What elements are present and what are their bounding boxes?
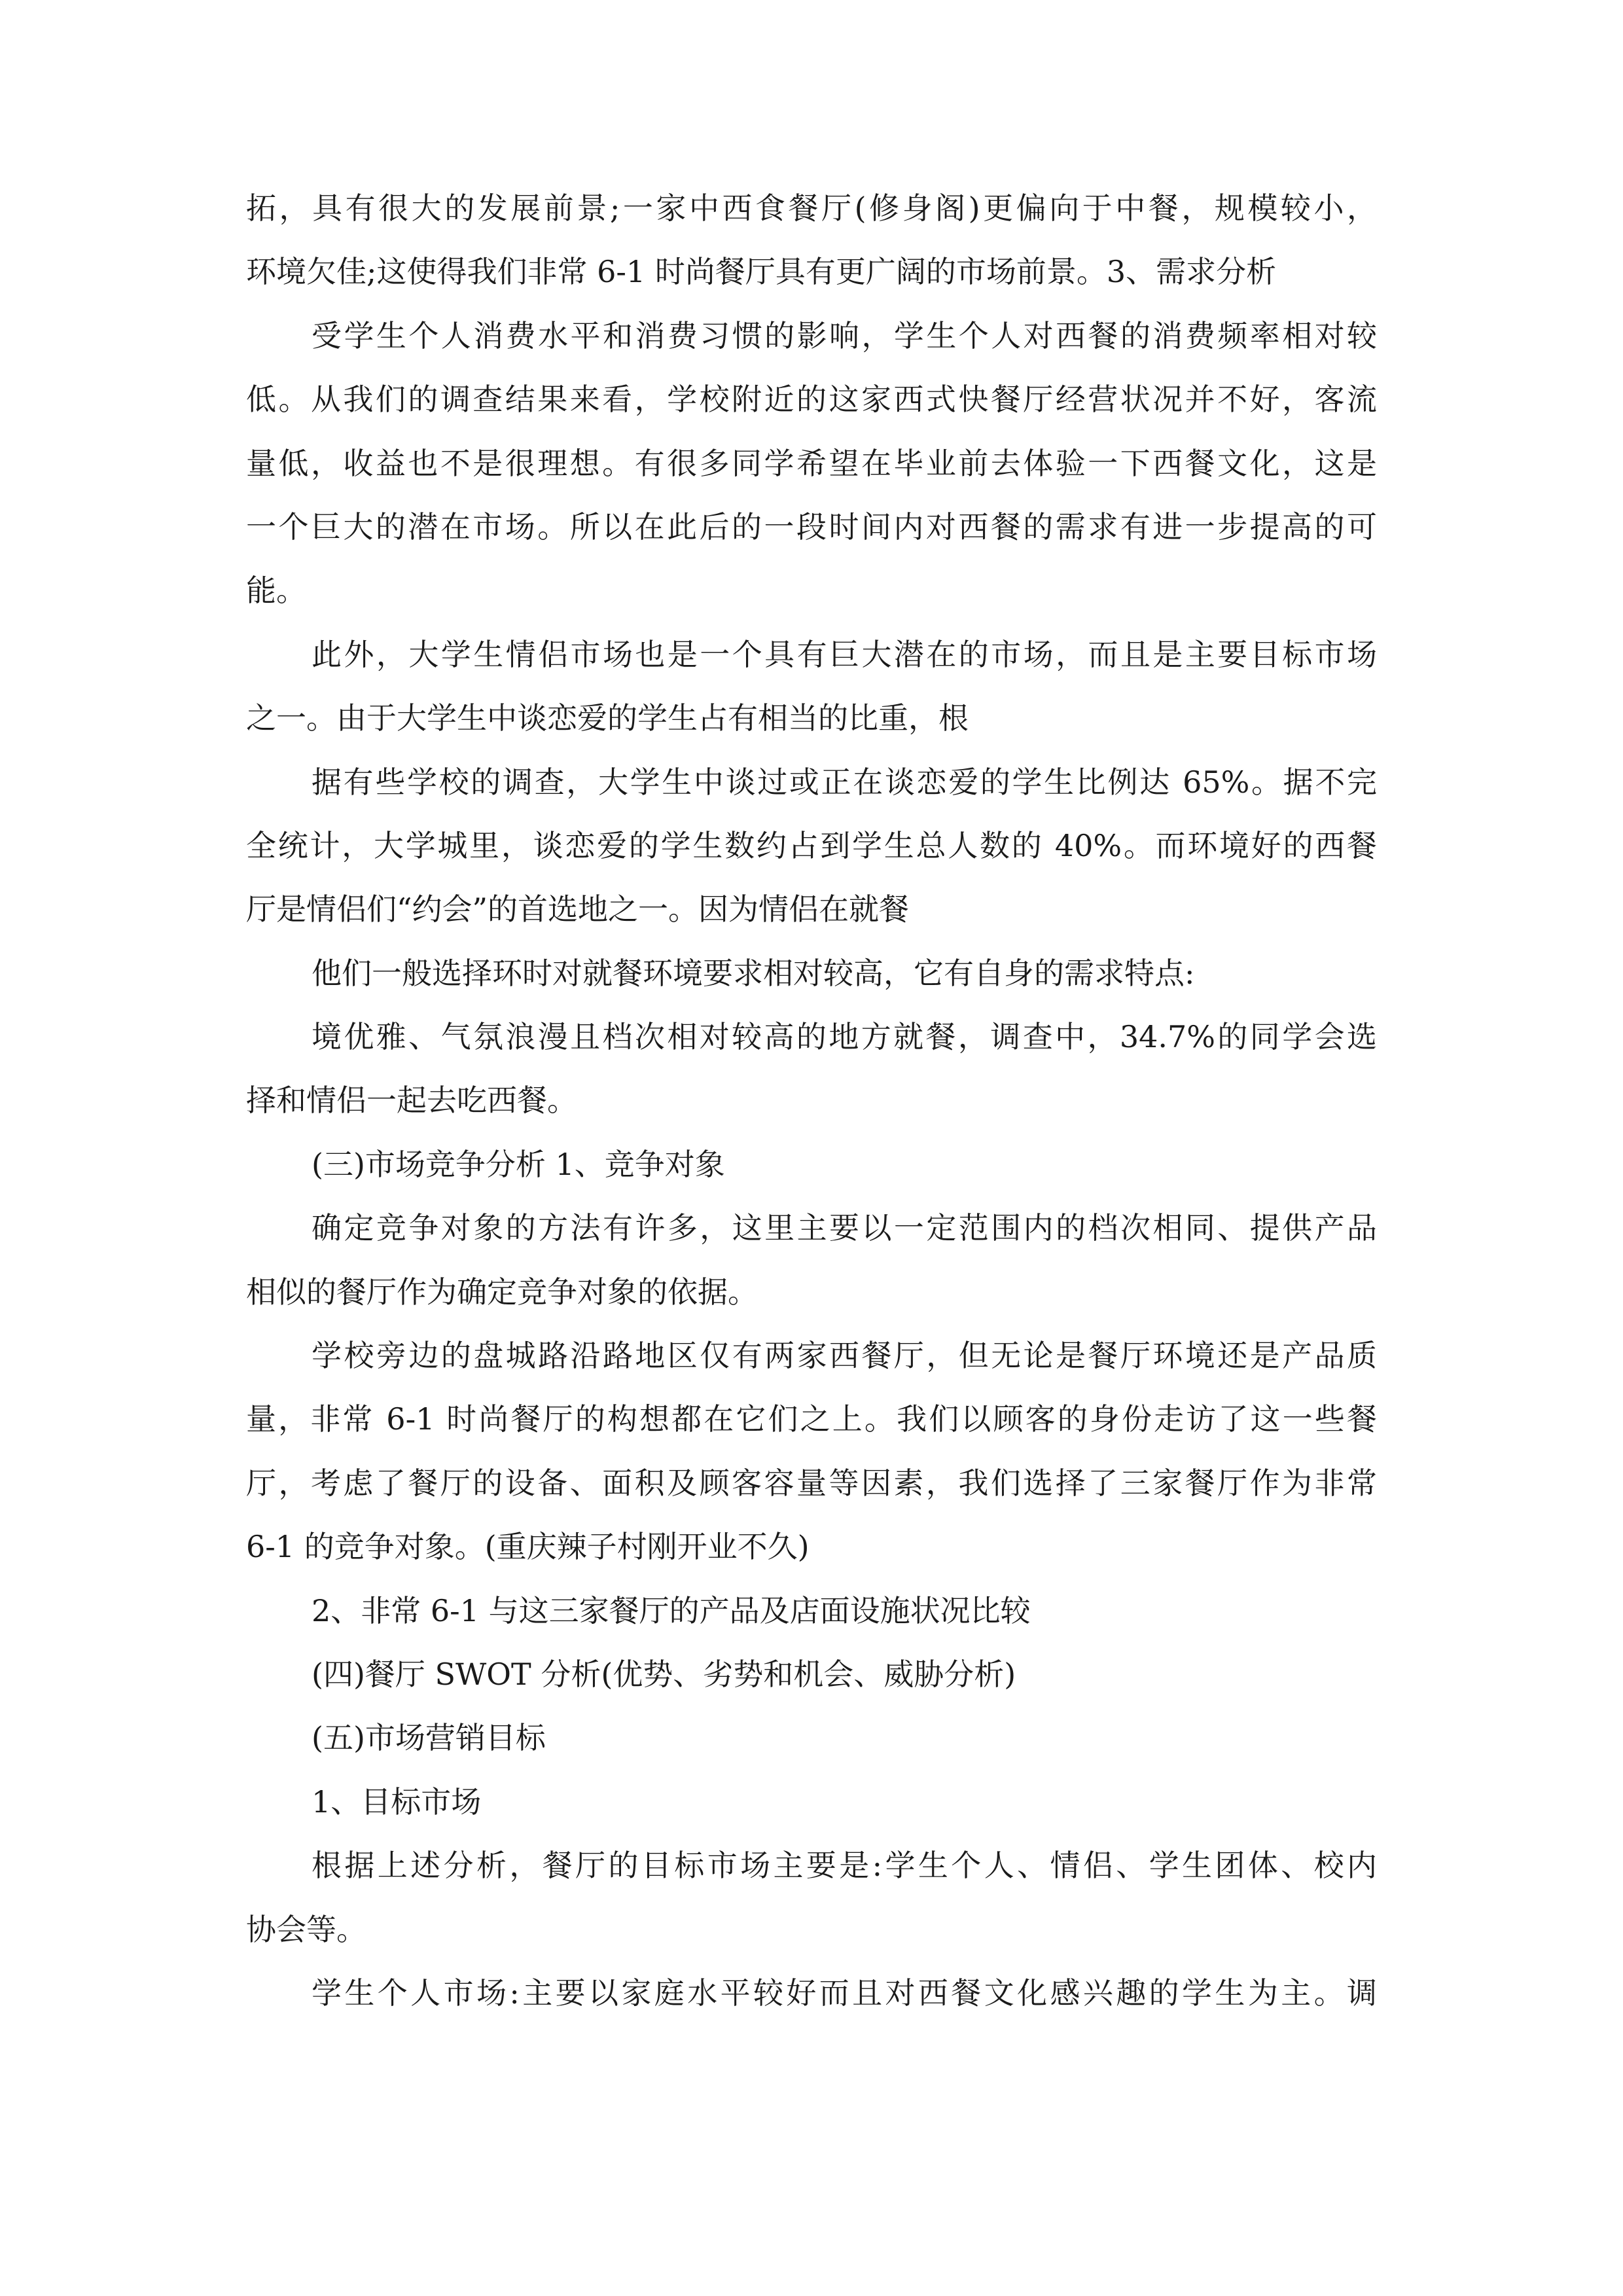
text-line: (五)市场营销目标 [312, 1720, 546, 1756]
document-body [246, 177, 1377, 2025]
text-line: (三)市场竞争分析 1、竞争对象 [312, 1146, 725, 1182]
text-line: 环境欠佳;这使得我们非常 6-1 时尚餐厅具有更广阔的市场前景。3、需求分析 [246, 254, 1277, 290]
text-line: 1、目标市场 [312, 1784, 482, 1820]
text-line: 境优雅、气氛浪漫且档次相对较高的地方就餐，调查中，34.7%的同学会选 [312, 1019, 1377, 1055]
text-line: 一个巨大的潜在市场。所以在此后的一段时间内对西餐的需求有进一步提高的可 [246, 509, 1377, 545]
text-line: 2、非常 6-1 与这三家餐厅的产品及店面设施状况比较 [312, 1592, 1031, 1628]
text-line: 拓，具有很大的发展前景;一家中西食餐厅(修身阁)更偏向于中餐，规模较小， [246, 190, 1377, 226]
text-line: 6-1 的竞争对象。(重庆辣子村刚开业不久) [246, 1529, 810, 1565]
text-line: 之一。由于大学生中谈恋爱的学生占有相当的比重，根 [246, 700, 969, 736]
text-line: 能。 [246, 573, 306, 609]
text-line: 量，非常 6-1 时尚餐厅的构想都在它们之上。我们以顾客的身份走访了这一些餐 [246, 1401, 1377, 1437]
text-line: 低。从我们的调查结果来看，学校附近的这家西式快餐厅经营状况并不好，客流 [246, 382, 1377, 418]
text-line: 厅是情侣们“约会”的首选地之一。因为情侣在就餐 [246, 891, 910, 927]
text-line: 此外，大学生情侣市场也是一个具有巨大潜在的市场，而且是主要目标市场 [312, 636, 1377, 672]
text-line: 厅，考虑了餐厅的设备、面积及顾客容量等因素，我们选择了三家餐厅作为非常 [246, 1465, 1377, 1501]
text-line: 全统计，大学城里，谈恋爱的学生数约占到学生总人数的 40%。而环境好的西餐 [246, 827, 1377, 863]
text-line: 相似的餐厅作为确定竞争对象的依据。 [246, 1274, 758, 1310]
text-line: 受学生个人消费水平和消费习惯的影响，学生个人对西餐的消费频率相对较 [312, 317, 1377, 353]
text-line: 确定竞争对象的方法有许多，这里主要以一定范围内的档次相同、提供产品 [312, 1210, 1377, 1246]
text-line: 根据上述分析，餐厅的目标市场主要是:学生个人、情侣、学生团体、校内 [312, 1848, 1377, 1884]
text-line: (四)餐厅 SWOT 分析(优势、劣势和机会、威胁分析) [312, 1656, 1016, 1692]
text-line: 协会等。 [246, 1911, 366, 1947]
text-line: 学生个人市场:主要以家庭水平较好而且对西餐文化感兴趣的学生为主。调 [312, 1975, 1377, 2011]
text-line: 量低，收益也不是很理想。有很多同学希望在毕业前去体验一下西餐文化，这是 [246, 445, 1377, 481]
text-line: 据有些学校的调查，大学生中谈过或正在谈恋爱的学生比例达 65%。据不完 [312, 764, 1377, 800]
text-line: 他们一般选择环时对就餐环境要求相对较高，它有自身的需求特点: [312, 955, 1195, 991]
text-line: 学校旁边的盘城路沿路地区仅有两家西餐厅，但无论是餐厅环境还是产品质 [312, 1338, 1377, 1374]
text-line: 择和情侣一起去吃西餐。 [246, 1083, 577, 1119]
